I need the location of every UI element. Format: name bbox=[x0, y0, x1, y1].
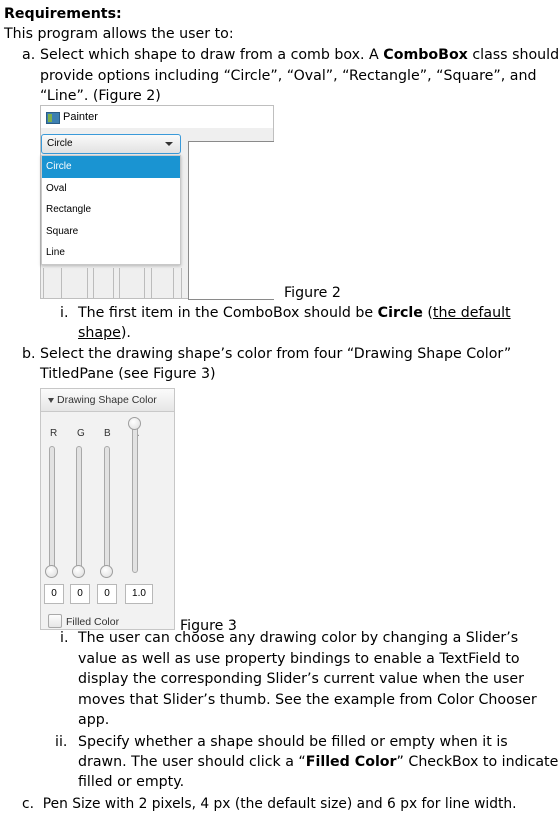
textfield-g[interactable]: 0 bbox=[70, 584, 90, 604]
option-square[interactable]: Square bbox=[46, 225, 79, 237]
item-b-line2: TitledPane (see Figure 3) bbox=[40, 366, 216, 382]
item-c: c. Pen Size with 2 pixels, 4 px (the default size) and 6 px for line width. bbox=[22, 796, 517, 812]
slider-r-track[interactable] bbox=[49, 446, 55, 573]
item-b-i-line5: app. bbox=[78, 712, 110, 728]
option-line[interactable]: Line bbox=[46, 247, 65, 259]
slider-a-thumb[interactable] bbox=[128, 417, 141, 430]
app-icon bbox=[46, 112, 60, 124]
slider-b-track[interactable] bbox=[104, 446, 110, 573]
slider-tracks-partial bbox=[41, 268, 186, 298]
item-a-line2: provide options including “Circle”, “Oval”, “Rectangle”, “Square”, and bbox=[40, 68, 537, 84]
combobox-value: Circle bbox=[47, 138, 73, 149]
figure-3-caption: Figure 3 bbox=[180, 618, 237, 634]
item-a-line3: “Line”. (Figure 2) bbox=[40, 88, 161, 104]
slider-a-track[interactable] bbox=[132, 423, 138, 573]
figure-2-caption: Figure 2 bbox=[284, 285, 341, 301]
item-b-marker: b. bbox=[22, 346, 36, 362]
option-rectangle[interactable]: Rectangle bbox=[46, 204, 92, 216]
item-b-i-line2: value as well as use property bindings to enable a TextField to bbox=[78, 651, 520, 667]
item-a-i-marker: i. bbox=[60, 305, 69, 321]
requirements-heading: Requirements: bbox=[4, 6, 122, 22]
filled-color-label: Filled Color bbox=[66, 616, 120, 628]
slider-g-thumb[interactable] bbox=[72, 565, 85, 578]
titled-pane-title: Drawing Shape Color bbox=[57, 394, 157, 406]
item-b-i-marker: i. bbox=[60, 630, 69, 646]
shape-combobox[interactable] bbox=[41, 134, 181, 154]
drawing-canvas[interactable] bbox=[188, 141, 274, 300]
slider-label-g: G bbox=[77, 428, 85, 439]
slider-g-track[interactable] bbox=[76, 446, 82, 573]
window-title: Painter bbox=[63, 111, 98, 123]
item-b-line1: Select the drawing shape’s color from four “Drawing Shape Color” bbox=[40, 346, 512, 362]
textfield-b[interactable]: 0 bbox=[97, 584, 117, 604]
item-b-i-line4: moves that Slider’s thumb. See the example from Color Chooser bbox=[78, 692, 537, 708]
item-a-i-line2: shape). bbox=[78, 325, 131, 341]
textfield-a[interactable]: 1.0 bbox=[125, 584, 153, 604]
textfield-r[interactable]: 0 bbox=[44, 584, 64, 604]
chevron-down-icon bbox=[165, 142, 173, 146]
item-b-ii-line2: drawn. The user should click a “Filled Color” CheckBox to indicate bbox=[78, 754, 559, 770]
intro-text: This program allows the user to: bbox=[4, 26, 234, 42]
item-b-ii-line3: filled or empty. bbox=[78, 774, 185, 790]
slider-b-thumb[interactable] bbox=[100, 565, 113, 578]
item-a-line1: Select which shape to draw from a comb box. A ComboBox class should bbox=[40, 47, 559, 63]
collapse-triangle-icon bbox=[48, 398, 54, 403]
item-b-i-line3: display the corresponding Slider’s current value when the user bbox=[78, 671, 524, 687]
item-b-ii-marker: ii. bbox=[55, 734, 68, 750]
shape-dropdown-list bbox=[41, 155, 181, 265]
option-oval[interactable]: Oval bbox=[46, 182, 67, 194]
figure-3-color-pane bbox=[40, 388, 175, 630]
slider-label-b: B bbox=[104, 428, 111, 439]
item-a-marker: a. bbox=[22, 47, 36, 63]
item-b-ii-line1: Specify whether a shape should be filled or empty when it is bbox=[78, 734, 508, 750]
slider-r-thumb[interactable] bbox=[45, 565, 58, 578]
figure-2-painter-window bbox=[40, 105, 274, 299]
item-b-i-line1: The user can choose any drawing color by changing a Slider’s bbox=[78, 630, 519, 646]
slider-label-r: R bbox=[50, 428, 58, 439]
item-a-i-line1: The first item in the ComboBox should be Circle (the default bbox=[78, 305, 511, 321]
window-titlebar bbox=[41, 106, 273, 128]
titled-pane-header[interactable] bbox=[41, 389, 174, 412]
option-circle[interactable]: Circle bbox=[42, 156, 180, 178]
filled-color-checkbox[interactable] bbox=[48, 614, 62, 628]
